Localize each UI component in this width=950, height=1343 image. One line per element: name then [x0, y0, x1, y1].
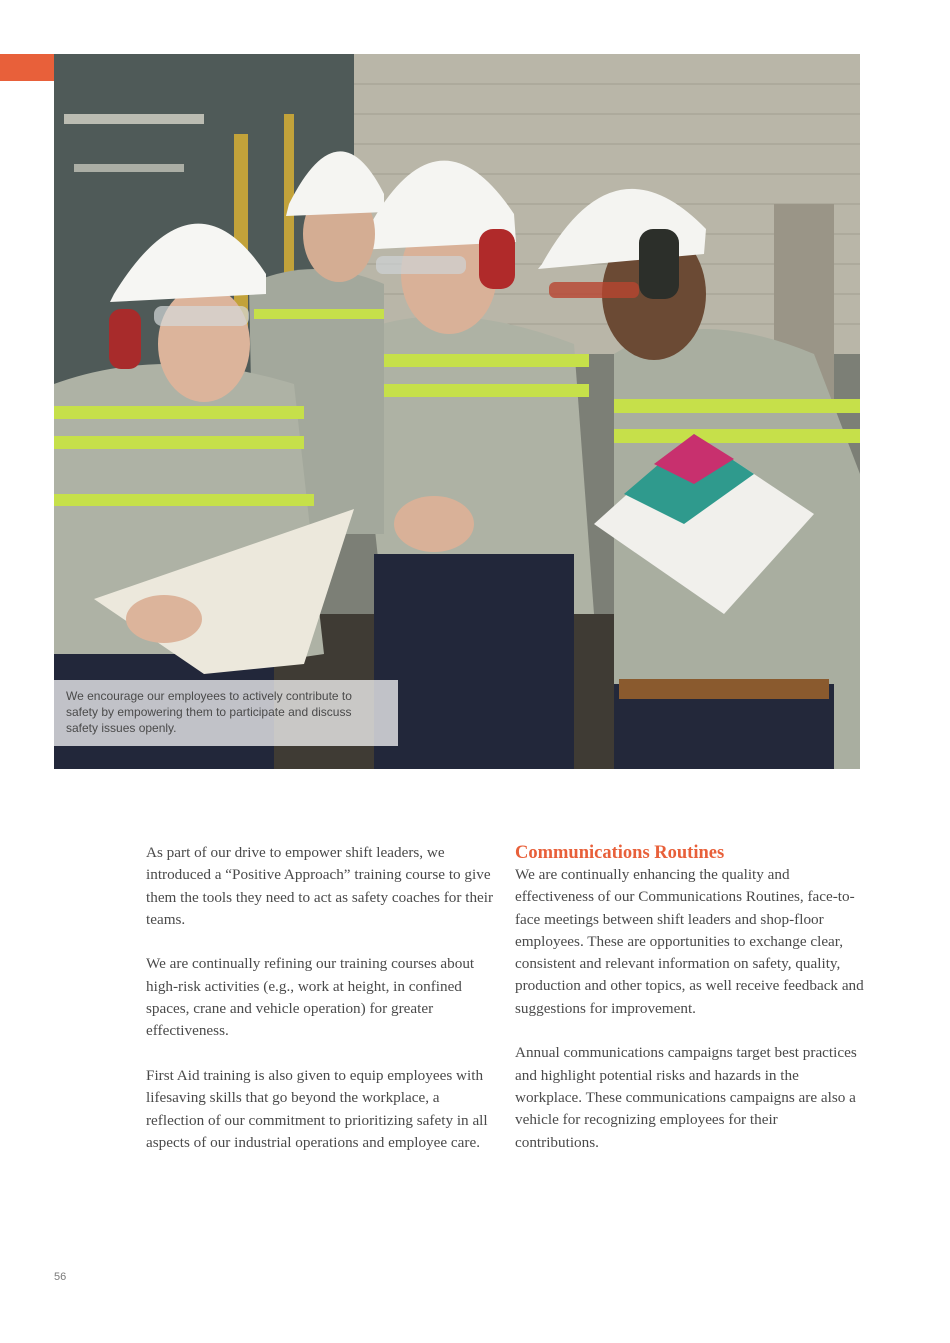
paragraph-training-courses: We are continually refining our training courses about high-risk activities (e.g., work at height, in confined spaces, crane and vehicle operation) for greater effectiveness. [146, 955, 475, 1040]
paragraph-positive-approach: As part of our drive to empower shift leaders, we introduced a “Positive Approach” training course to give them the tools they need to act as safety coaches for their teams. [146, 844, 494, 928]
page-number: 56 [54, 1271, 67, 1283]
paragraph-communications-routines: We are continually enhancing the quality and effectiveness of our Communications Routines, face-to-face meetings between shift leaders and shop-floor employees. These are opportunities to exchange clear, consistent and relevant information on safety, quality, production and other topics, as well receive feedback and suggestions for improvement. [515, 866, 864, 1017]
section-heading: Communications Routines [515, 843, 725, 863]
left-column [146, 842, 498, 1176]
right-column [515, 842, 865, 1176]
photo-caption: We encourage our employees to actively contribute to safety by empowering them to participate and discuss safety issues openly. [54, 680, 398, 746]
feature-photo [54, 54, 860, 769]
paragraph-first-aid: First Aid training is also given to equip employees with lifesaving skills that go beyond the workplace, a reflection of our commitment to prioritizing safety in all aspects of our industrial operations and employee care. [146, 1066, 488, 1151]
photo-illustration [54, 54, 860, 769]
accent-tab [0, 54, 54, 81]
paragraph-communications-campaigns: Annual communications campaigns target best practices and highlight potential risks and hazards in the workplace. These communications campaigns are also a vehicle for recognizing employees for their contributions. [515, 1044, 857, 1151]
